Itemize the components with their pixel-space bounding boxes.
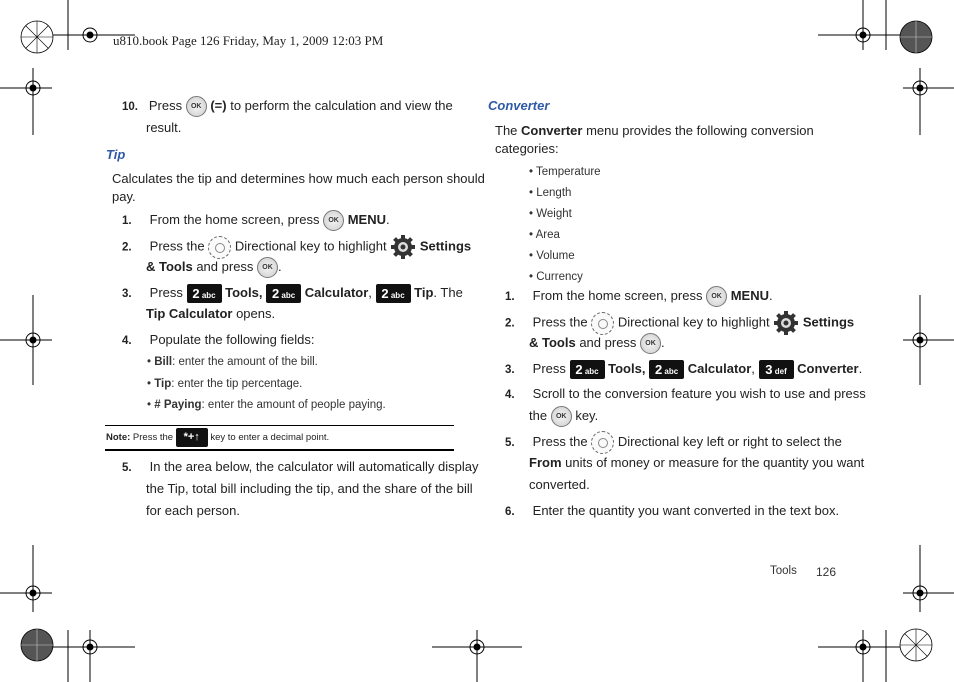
conv-step-5: 5. Press the Directional key left or right to select the [505, 431, 842, 454]
conv-step-5-cont: From units of money or measure for the quantity you want [529, 455, 865, 470]
converter-heading: Converter [488, 98, 550, 113]
settings-gear-icon [390, 234, 416, 260]
conv-step-4-cont: the OK key. [529, 405, 598, 427]
converter-intro: The Converter menu provides the following conversion categories: [495, 123, 814, 156]
note-rule-top [105, 425, 454, 426]
key-2abc-icon: 2 abc [649, 360, 684, 379]
ok-key-icon: OK [640, 333, 661, 354]
list-item: • Volume [529, 250, 575, 262]
tip-step-2-cont: & Tools and press OK . [146, 256, 282, 278]
tip-step-3-cont: Tip Calculator opens. [146, 306, 276, 321]
ok-key-icon: OK [323, 210, 344, 231]
star-key-icon: *+↑ [176, 428, 208, 447]
page-number: 126 [816, 565, 837, 579]
conv-step-6: 6. Enter the quantity you want converted in the text box. [505, 503, 840, 518]
list-item: • Temperature [529, 166, 601, 178]
field-bill: • Bill: enter the amount of the bill. [147, 356, 318, 368]
key-2abc-icon: 2 abc [266, 284, 301, 303]
ok-key-icon: OK [551, 406, 572, 427]
left-step-10: 10. Press OK (=) to perform the calculation and view the [122, 95, 453, 118]
note: Note: Press the *+↑ key to enter a decimal point. [106, 428, 329, 448]
conv-step-2: 2. Press the Directional key to highlight Settings [505, 310, 854, 336]
field-tip: • Tip: enter the tip percentage. [147, 378, 303, 390]
ok-key-icon: OK [706, 286, 727, 307]
list-item: • Length [529, 187, 572, 199]
tip-step-5-line2: the Tip, total bill including the tip, and the share of the bill [146, 481, 473, 496]
tip-intro: Calculates the tip and determines how much each person should pay. [112, 171, 485, 204]
list-item: • Area [529, 229, 560, 241]
print-header: u810.book Page 126 Friday, May 1, 2009 12:03 PM [113, 33, 384, 48]
note-rule-bottom [105, 449, 454, 451]
conversion-categories [529, 162, 601, 288]
tip-step-4: 4. Populate the following fields: [122, 332, 315, 347]
tip-step-1: 1. From the home screen, press OK MENU. [122, 209, 390, 232]
tip-step-5-line3: for each person. [146, 503, 240, 518]
ok-key-icon: OK [257, 257, 278, 278]
tip-step-5: 5. In the area below, the calculator will automatically display [122, 459, 479, 474]
conv-step-1: 1. From the home screen, press OK MENU. [505, 285, 773, 308]
key-2abc-icon: 2 abc [187, 284, 222, 303]
ok-key-icon: OK [186, 96, 207, 117]
key-2abc-icon: 2 abc [376, 284, 411, 303]
directional-key-icon [591, 431, 614, 454]
conv-step-4: 4. Scroll to the conversion feature you wish to use and press [505, 386, 866, 401]
tip-step-3: 3. Press 2 abc Tools, 2 abc Calculator, 2 abc Tip. The [122, 285, 463, 302]
key-2abc-icon: 2 abc [570, 360, 605, 379]
conv-step-5-cont2: converted. [529, 477, 590, 492]
left-step-10-cont: result. [146, 120, 182, 135]
field-paying: • # Paying: enter the amount of people paying. [147, 399, 386, 411]
conv-step-2-cont: & Tools and press OK . [529, 332, 665, 354]
settings-gear-icon [773, 310, 799, 336]
tip-step-2: 2. Press the Directional key to highlight Settings [122, 234, 471, 260]
footer-section: Tools [770, 565, 797, 577]
conv-step-3: 3. Press 2 abc Tools, 2 abc Calculator, 3 def Converter. [505, 361, 863, 378]
list-item: • Weight [529, 208, 572, 220]
list-item: • Currency [529, 271, 583, 283]
tip-heading: Tip [106, 147, 126, 162]
key-3def-icon: 3 def [759, 360, 794, 379]
